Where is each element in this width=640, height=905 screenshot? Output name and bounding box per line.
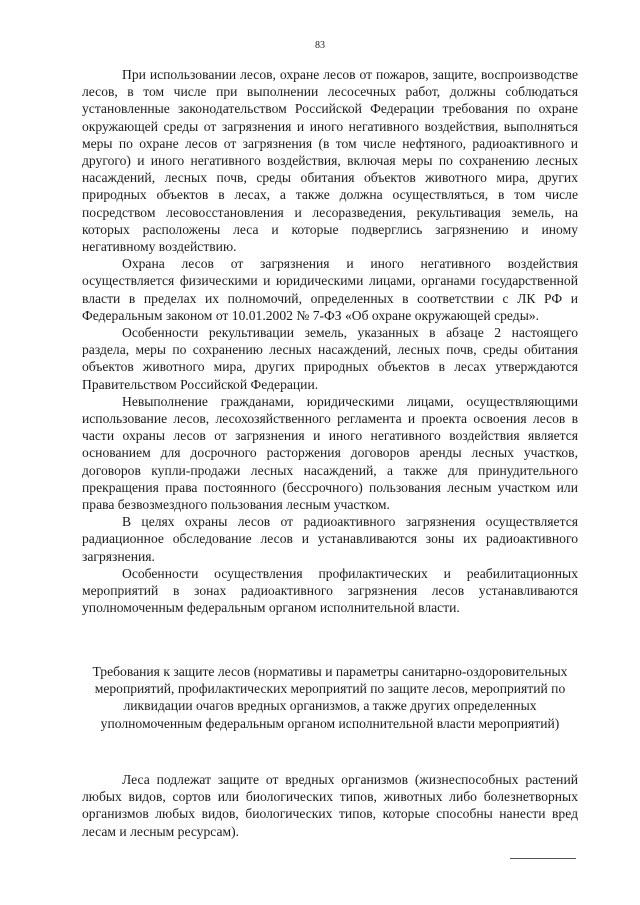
paragraph: В целях охраны лесов от радиоактивного загрязнения осуществляется радиационное обследование лесов и устанавливаются зоны их радиоактивного загрязнения.: [82, 514, 578, 564]
paragraph: Охрана лесов от загрязнения и иного негативного воздействия осуществляется физическими и юридическими лицами, органами государственной власти в пределах их полномочий, определенных в соответствии с ЛК РФ и Федеральным законом от 10.01.2002 № 7-ФЗ «Об охране окружающей среды».: [82, 256, 578, 323]
main-text: [82, 66, 578, 617]
paragraph: Леса подлежат защите от вредных организмов (жизнеспособных растений любых видов, сортов или биологических типов, животных либо болезнетворных организмов любых видов, биологических типов, которые способны нанести вред лесам и лесным ресурсам).: [82, 772, 578, 839]
paragraph: Особенности рекультивации земель, указанных в абзаце 2 настоящего раздела, меры по сохранению лесных насаждений, лесных почв, среды обитания объектов животного мира, других природных объектов в лесах утверждаются Правительством Российской Федерации.: [82, 325, 578, 392]
page-number: 83: [315, 40, 325, 51]
section-heading: Требования к защите лесов (нормативы и параметры санитарно-оздоровительных мероприятий, профилактических мероприятий по защите лесов, мероприятий по ликвидации очагов вредных организмов, а также других определенных уполномоченным федеральным органом исполнительной власти мероприятий): [92, 664, 568, 731]
paragraph: При использовании лесов, охране лесов от пожаров, защите, воспроизводстве лесов, в том числе при выполнении лесосечных работ, должны соблюдаться установленные законодательством Российской Федерации требования по охране окружающей среды от загрязнения и иного негативного воздействия, выполняться меры по охране лесов от загрязнения (в том числе нефтяного, радиоактивного и другого) и иного негативного воздействия, включая меры по сохранению лесных насаждений, лесных почв, среды обитания объектов животного мира, других природных объектов в лесах, а также должна осуществляться, в том числе посредством лесовосстановления и лесоразведения, рекультивация земель, на которых расположены леса и которые подверглись загрязнению и иному негативному воздействию.: [82, 67, 578, 255]
footer-divider: [510, 858, 576, 859]
paragraph: Невыполнение гражданами, юридическими лицами, осуществляющими использование лесов, лесохозяйственного регламента и проекта освоения лесов в части охраны лесов от загрязнения и иного негативного воздействия является основанием для досрочного расторжения договоров аренды лесных участков, договоров купли-продажи лесных насаждений, а также для принудительного прекращения права постоянного (бессрочного) пользования лесным участком или права безвозмездного пользования лесным участком.: [82, 393, 578, 513]
paragraph: Особенности осуществления профилактических и реабилитационных мероприятий в зонах радиоактивного загрязнения лесов устанавливаются уполномоченным федеральным органом исполнительной власти.: [82, 565, 578, 616]
section-text: [82, 771, 578, 840]
